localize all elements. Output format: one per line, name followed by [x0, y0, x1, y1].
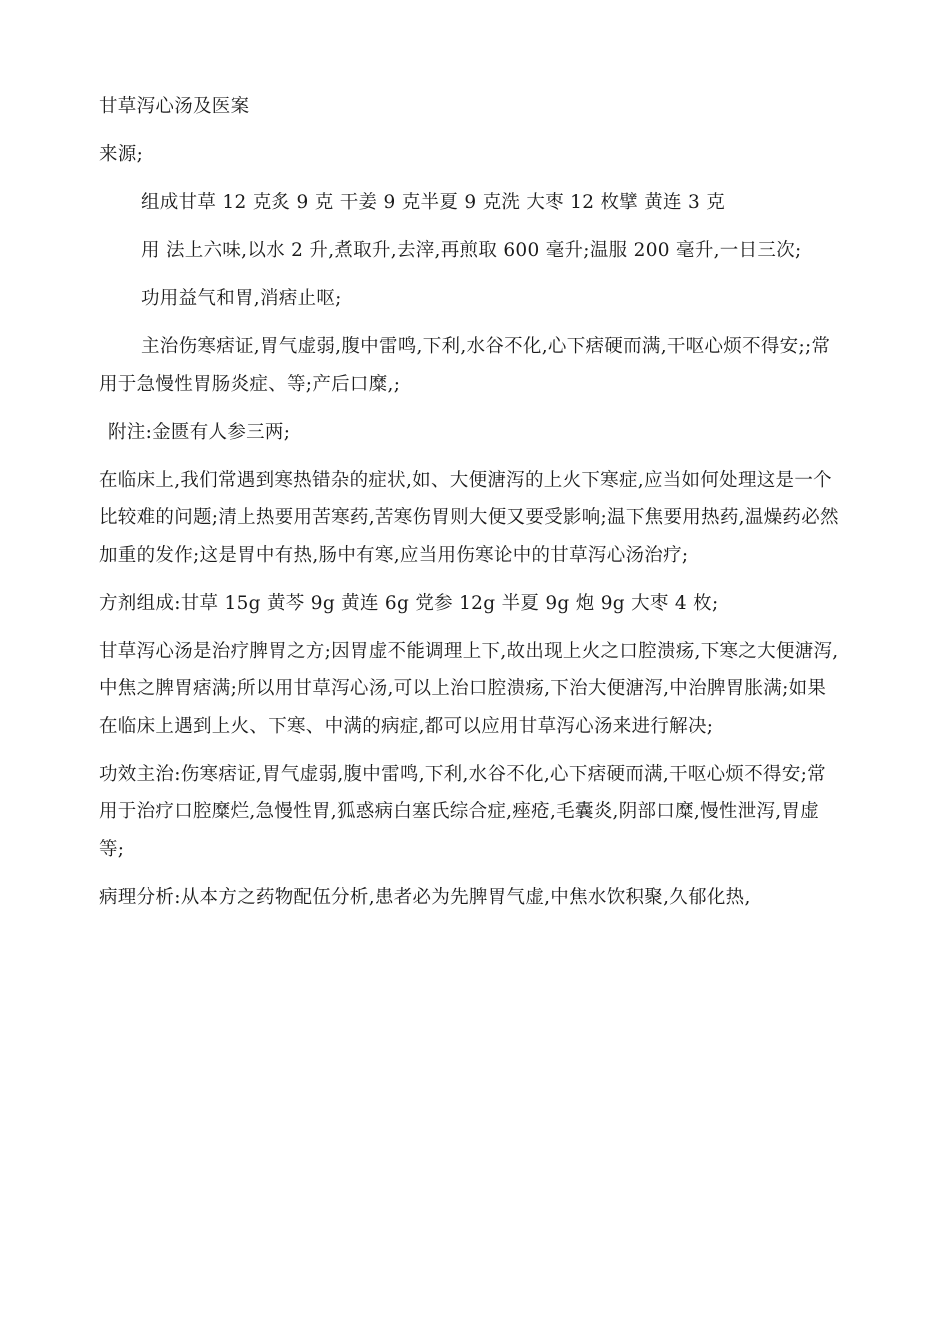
- note-paragraph: 附注:金匮有人参三两;: [108, 421, 291, 443]
- composition-paragraph: 组成甘草 12 克炙 9 克 干姜 9 克半夏 9 克洗 大枣 12 枚擘 黄连 3 克: [141, 192, 726, 213]
- doc-title: 甘草泻心汤及医案: [99, 96, 250, 117]
- explanation-paragraph: 甘草泻心汤是治疗脾胃之方;因胃虚不能调理上下,故出现上火之口腔溃疡,下寒之大便溏泻,中焦之脾胃痞满;所以用甘草泻心汤,可以上治口腔溃疡,下治大便溏泻,中治脾胃胀满;如果在临床上遇到上火、下寒、中满的病症,都可以应用甘草泻心汤来进行解决;: [99, 640, 839, 737]
- pathology-paragraph: 病理分析:从本方之药物配伍分析,患者必为先脾胃气虚,中焦水饮积聚,久郁化热,: [99, 886, 751, 908]
- formula-paragraph: 方剂组成:甘草 15g 黄芩 9g 黄连 6g 党参 12g 半夏 9g 炮 9g 大枣 4 枚;: [99, 592, 719, 614]
- efficacy-paragraph: 功效主治:伤寒痞证,胃气虚弱,腹中雷鸣,下利,水谷不化,心下痞硬而满,干呕心烦不得安;常用于治疗口腔糜烂,急慢性胃,狐惑病白塞氏综合症,痤疮,毛囊炎,阴部口糜,慢性泄泻,胃虚等;: [99, 763, 826, 860]
- indications-paragraph: 主治伤寒痞证,胃气虚弱,腹中雷鸣,下利,水谷不化,心下痞硬而满,干呕心烦不得安;;常用于急慢性胃肠炎症、等;产后口糜,;: [99, 336, 831, 395]
- usage-paragraph: 用 法上六味,以水 2 升,煮取升,去滓,再煎取 600 毫升;温服 200 毫升,一日三次;: [141, 240, 802, 261]
- source-line: 来源;: [99, 144, 144, 165]
- function-paragraph: 功用益气和胃,消痞止呕;: [141, 288, 342, 309]
- clinical-paragraph: 在临床上,我们常遇到寒热错杂的症状,如、大便溏泻的上火下寒症,应当如何处理这是一个比较难的问题;清上热要用苦寒药,苦寒伤胃则大便又要受影响;温下焦要用热药,温燥药必然加重的发作;这是胃中有热,肠中有寒,应当用伤寒论中的甘草泻心汤治疗;: [99, 469, 839, 566]
- document-page: [99, 88, 844, 927]
